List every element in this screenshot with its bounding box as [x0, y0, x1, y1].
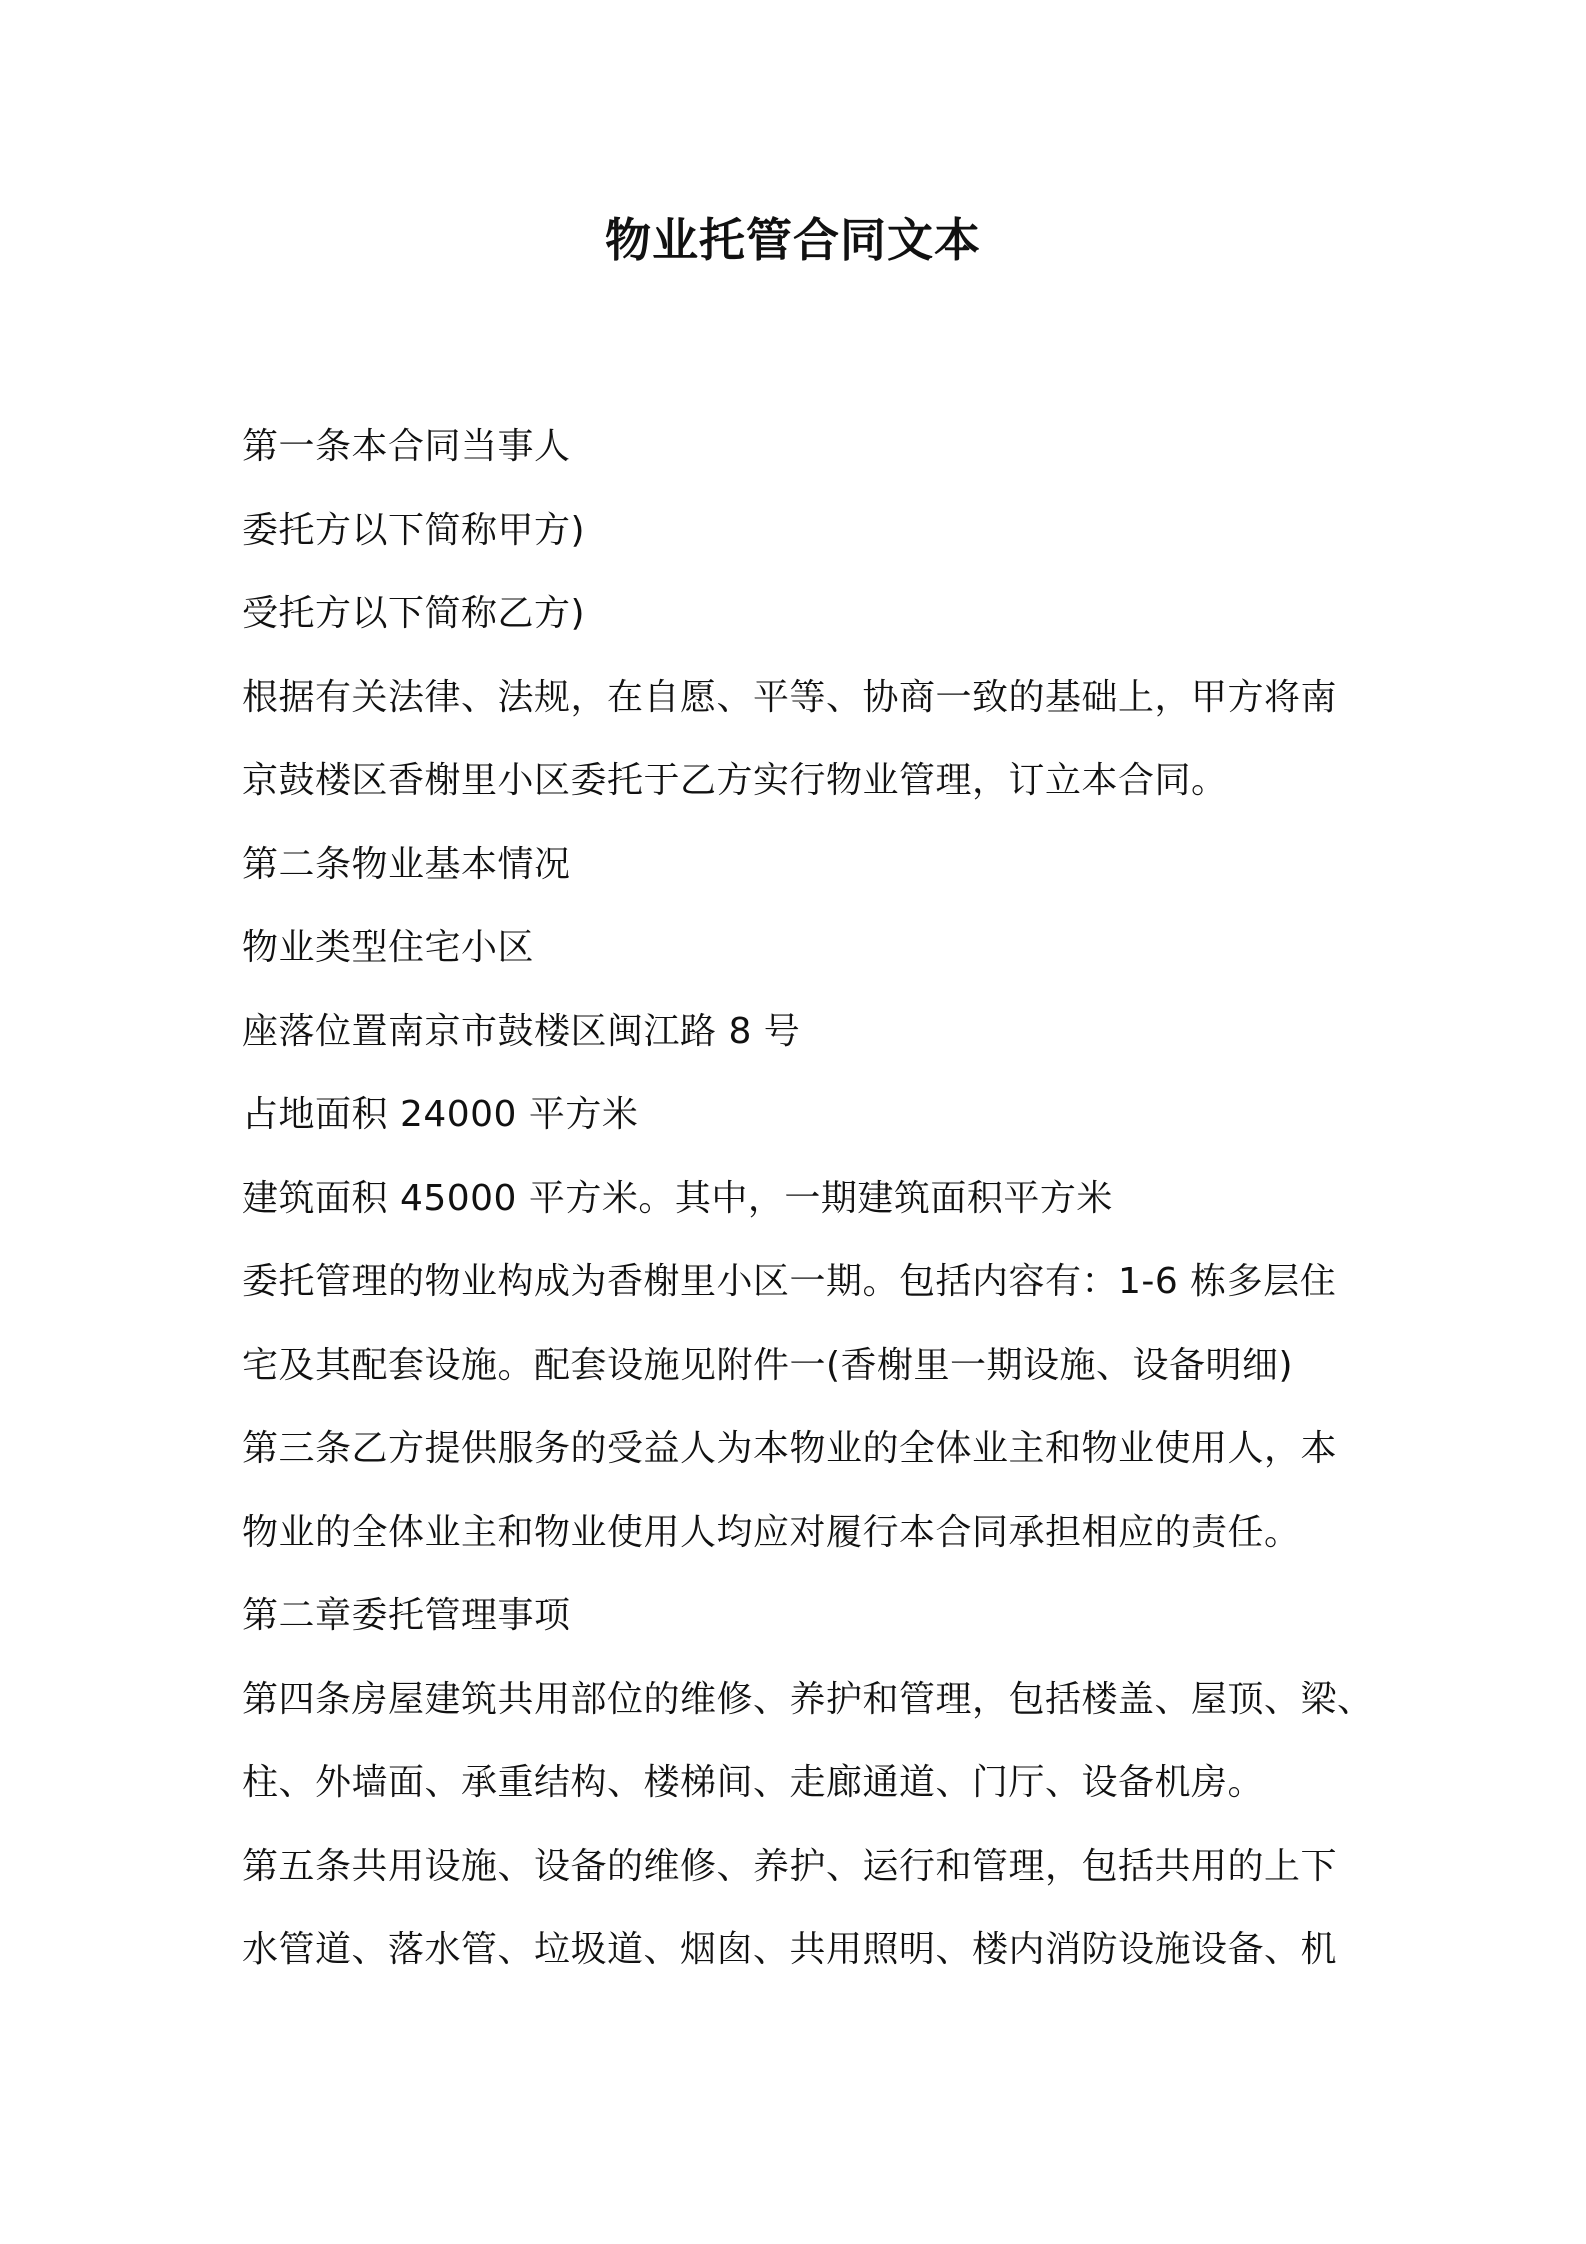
body-line: 柱、外墙面、承重结构、楼梯间、走廊通道、门厅、设备机房。	[242, 1762, 1265, 1803]
body-line: 第二条物业基本情况	[242, 843, 571, 885]
body-line: 受托方以下简称乙方)	[242, 593, 586, 634]
body-line: 水管道、落水管、垃圾道、烟囱、共用照明、楼内消防设施设备、机	[242, 1929, 1338, 1970]
body-line: 第四条房屋建筑共用部位的维修、养护和管理，包括楼盖、屋顶、梁、	[242, 1678, 1374, 1720]
body-line: 第二章委托管理事项	[242, 1595, 571, 1636]
document-title: 物业托管合同文本	[605, 213, 981, 267]
body-line: 第一条本合同当事人	[242, 426, 571, 467]
body-line: 委托管理的物业构成为香榭里小区一期。包括内容有：1-6 栋多层住	[242, 1261, 1337, 1302]
body-line: 委托方以下简称甲方)	[242, 509, 586, 551]
body-line: 占地面积 24000 平方米	[242, 1094, 639, 1135]
document-body	[242, 405, 1374, 1992]
body-line: 京鼓楼区香榭里小区委托于乙方实行物业管理，订立本合同。	[242, 760, 1228, 801]
body-line: 根据有关法律、法规，在自愿、平等、协商一致的基础上，甲方将南	[242, 676, 1338, 718]
body-line: 物业的全体业主和物业使用人均应对履行本合同承担相应的责任。	[242, 1511, 1301, 1553]
body-line: 宅及其配套设施。配套设施见附件一(香榭里一期设施、设备明细)	[242, 1344, 1294, 1386]
body-line: 座落位置南京市鼓楼区闽江路 8 号	[242, 1010, 801, 1052]
body-line: 第三条乙方提供服务的受益人为本物业的全体业主和物业使用人，本	[242, 1428, 1338, 1469]
body-line: 第五条共用设施、设备的维修、养护、运行和管理，包括共用的上下	[242, 1845, 1338, 1887]
body-line: 建筑面积 45000 平方米。其中，一期建筑面积平方米	[242, 1177, 1113, 1219]
body-line: 物业类型住宅小区	[242, 927, 535, 968]
